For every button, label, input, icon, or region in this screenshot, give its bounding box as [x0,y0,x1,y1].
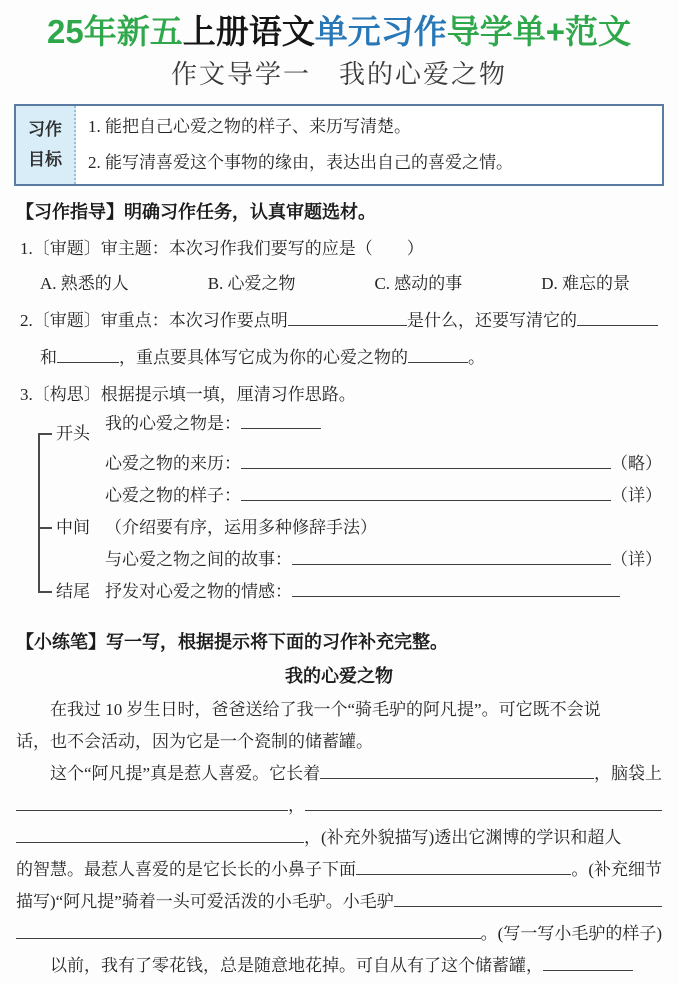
question-2-line-2 [40,345,658,371]
text-segment: ，脑袋上 [594,764,662,783]
title-part: 上册语文 [182,13,315,50]
text-segment: 心爱之物的样子： [105,486,241,505]
essay-body [16,694,662,982]
text-segment: 。(补充细节 [571,860,662,879]
question-1: 1.〔审题〕审主题：本次习作我们要写的应是（ ） [20,239,424,258]
text-segment: ，(补充外貌描写)透出它渊博的学识和超人 [304,828,622,847]
option-item: C. 感动的事 [374,274,463,293]
essay-title: 我的心爱之物 [285,666,393,686]
essay-line [16,950,662,982]
essay-line [16,726,662,758]
fill-in-blank [241,414,321,429]
fill-in-blank [543,956,633,971]
goal-box-label-cell [16,106,76,184]
fill-in-blank [305,796,662,811]
text-segment: 。(写一写小毛驴的样子) [480,924,662,943]
goal-item: 1. 能把自己心爱之物的样子、来历写清楚。 [88,117,411,136]
fill-in-blank [16,924,481,939]
fill-in-blank [16,796,288,811]
option-item: B. 心爱之物 [207,274,296,293]
fill-in-blank [292,582,620,597]
option-item: A. 熟悉的人 [40,274,129,293]
essay-line [16,918,662,950]
outline-label-ending: 结尾 [56,582,90,601]
text-segment: 和 [40,348,57,367]
fill-in-blank [241,486,611,501]
fill-in-blank [16,828,304,843]
fill-in-blank [57,348,119,363]
essay-line [16,886,662,918]
text-segment: 这个“阿凡提”真是惹人喜爱。它长着 [16,764,321,783]
text-segment: 话，也不会活动，因为它是一个瓷制的储蓄罐。 [16,732,373,751]
fill-in-blank [241,454,611,469]
essay-line [16,854,662,886]
goal-label-text: 目标 [28,150,62,169]
text-segment: 。 [468,348,485,367]
fill-in-blank [356,860,571,875]
outline-row [105,484,662,508]
outline-row [105,412,662,436]
text-segment: 的智慧。最惹人喜爱的是它长长的小鼻子下面 [16,860,356,879]
fill-in-blank [577,311,658,326]
option-item: D. 难忘的景 [541,274,630,293]
essay-line [16,758,662,790]
essay-line [16,822,662,854]
text-segment: （略） [611,454,662,473]
goal-label-text: 习作 [28,120,62,139]
text-segment: 是什么，还要写清它的 [406,311,577,330]
practice-heading: 【小练笔】写一写，根据提示将下面的习作补充完整。 [16,632,448,652]
text-segment: 2.〔审题〕审重点：本次习作要点明 [20,311,288,330]
bracket-vertical-line [38,434,40,593]
fill-in-blank [292,550,611,565]
text-segment: 描写)“阿凡提”骑着一头可爱活泼的小毛驴。小毛驴 [16,892,394,911]
title-part: 导学单+范文 [446,13,631,50]
text-segment: 在我过 10 岁生日时，爸爸送给了我一个“骑毛驴的阿凡提”。可它既不会说 [16,700,601,719]
essay-line [16,790,662,822]
question-2-line-1 [20,308,658,334]
outline-row [105,452,662,476]
goal-box [14,104,664,186]
text-segment: 心爱之物的来历： [105,454,241,473]
outline-diagram [0,412,678,616]
fill-in-blank [408,348,468,363]
text-segment: 抒发对心爱之物的情感： [105,582,292,601]
bracket-tick [38,591,52,593]
outline-label-beginning: 开头 [56,424,90,443]
essay-line [16,694,662,726]
goal-box-content [76,106,662,184]
text-segment: ，重点要具体写它成为你的心爱之物的 [119,348,408,367]
outline-row [105,516,662,540]
text-segment: 我的心爱之物是： [105,414,241,433]
text-segment: （介绍要有序，运用多种修辞手法） [105,518,377,537]
question-3: 3.〔构思〕根据提示填一填，厘清习作思路。 [20,385,356,404]
bracket-tick [38,433,52,435]
options-row [40,271,630,297]
bracket-tick [38,527,52,529]
text-segment: （详） [611,486,662,505]
title-part: 25年新五 [47,13,183,50]
outline-label-middle: 中间 [56,518,90,537]
text-segment: ， [288,796,305,815]
outline-row [105,580,620,604]
text-segment: 与心爱之物之间的故事： [105,550,292,569]
title-part: 单元习作 [314,13,447,50]
fill-in-blank [288,311,407,326]
guide-heading: 【习作指导】明确习作任务，认真审题选材。 [16,202,376,222]
goal-item: 2. 能写清喜爱这个事物的缘由，表达出自己的喜爱之情。 [88,153,513,172]
text-segment: 以前，我有了零花钱，总是随意地花掉。可自从有了这个储蓄罐， [16,956,543,975]
fill-in-blank [320,764,594,779]
fill-in-blank [394,892,662,907]
page-title [0,12,678,52]
lesson-title: 作文导学一 我的心爱之物 [170,59,507,89]
text-segment: （详） [611,550,662,569]
outline-row [105,548,662,572]
